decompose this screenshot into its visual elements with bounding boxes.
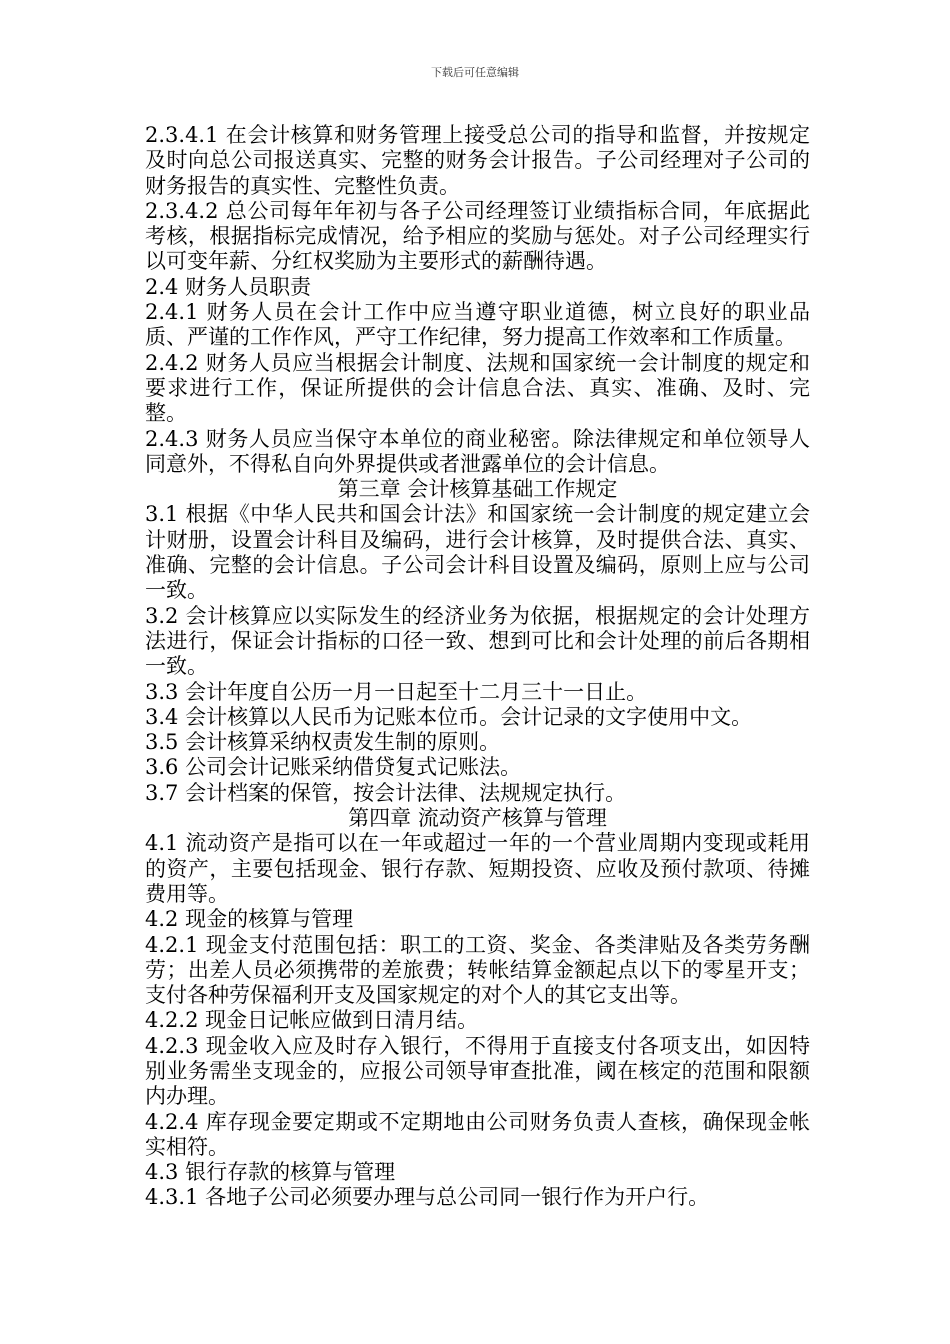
document-body bbox=[145, 123, 810, 1211]
section-heading-4-2: 4.2 现金的核算与管理 bbox=[145, 907, 354, 932]
paragraph-4-2-3: 4.2.3 现金收入应及时存入银行，不得用于直接支付各项支出，如因特别业务需坐支现金的，应报公司领导审查批准，阈在核定的范围和限额内办理。 bbox=[145, 1033, 810, 1109]
paragraph-3-7: 3.7 会计档案的保管，按会计法律、法规规定执行。 bbox=[145, 780, 627, 805]
paragraph-3-4: 3.4 会计核算以人民币为记账本位币。会计记录的文字使用中文。 bbox=[145, 704, 753, 729]
paragraph-3-3: 3.3 会计年度自公历一月一日起至十二月三十一日止。 bbox=[145, 679, 648, 704]
page-header-note: 下载后可任意编辑 bbox=[431, 66, 519, 79]
paragraph-3-2: 3.2 会计核算应以实际发生的经济业务为依据，根据规定的会计处理方法进行，保证会计指标的口径一致、想到可比和会计处理的前后各期相一致。 bbox=[145, 603, 810, 679]
paragraph-4-1: 4.1 流动资产是指可以在一年或超过一年的一个营业周期内变现或耗用的资产，主要包括现金、银行存款、短期投资、应收及预付款项、待摊费用等。 bbox=[145, 831, 810, 906]
paragraph-3-1: 3.1 根据《中华人民共和国会计法》和国家统一会计制度的规定建立会计财册，设置会计科目及编码，进行会计核算，及时提供合法、真实、准确、完整的会计信息。子公司会计科目设置及编码，原则上应与公司一致。 bbox=[145, 502, 810, 603]
paragraph-2-3-4-1: 2.3.4.1 在会计核算和财务管理上接受总公司的指导和监督，并按规定及时向总公司报送真实、完整的财务会计报告。子公司经理对子公司的财务报告的真实性、完整性负责。 bbox=[145, 123, 810, 198]
paragraph-2-4-1: 2.4.1 财务人员在会计工作中应当遵守职业道德，树立良好的职业品质、严谨的工作作风，严守工作纪律，努力提高工作效率和工作质量。 bbox=[145, 300, 810, 350]
chapter-3-title: 第三章 会计核算基础工作规定 bbox=[337, 477, 618, 502]
paragraph-4-2-2: 4.2.2 现金日记帐应做到日清月结。 bbox=[145, 1008, 479, 1033]
paragraph-3-6: 3.6 公司会计记账采纳借贷复式记账法。 bbox=[145, 755, 522, 780]
paragraph-2-4-3: 2.4.3 财务人员应当保守本单位的商业秘密。除法律规定和单位领导人同意外，不得私自向外界提供或者泄露单位的会计信息。 bbox=[145, 426, 810, 476]
paragraph-2-4-2: 2.4.2 财务人员应当根据会计制度、法规和国家统一会计制度的规定和要求进行工作，保证所提供的会计信息合法、真实、准确、及时、完整。 bbox=[145, 350, 810, 426]
paragraph-4-3-1: 4.3.1 各地子公司必须要办理与总公司同一银行作为开户行。 bbox=[145, 1185, 710, 1210]
section-heading-4-3: 4.3 银行存款的核算与管理 bbox=[145, 1160, 396, 1185]
section-heading-2-4: 2.4 财务人员职责 bbox=[145, 274, 312, 299]
chapter-4-title: 第四章 流动资产核算与管理 bbox=[348, 806, 607, 831]
paragraph-3-5: 3.5 会计核算采纳权责发生制的原则。 bbox=[145, 730, 501, 755]
paragraph-2-3-4-2: 2.3.4.2 总公司每年年初与各子公司经理签订业绩指标合同，年底据此考核，根据指标完成情况，给予相应的奖励与惩处。对子公司经理实行以可变年薪、分红权奖励为主要形式的薪酬待遇。 bbox=[145, 198, 810, 274]
paragraph-4-2-4: 4.2.4 库存现金要定期或不定期地由公司财务负责人查核，确保现金帐实相符。 bbox=[145, 1109, 810, 1159]
paragraph-4-2-1: 4.2.1 现金支付范围包括：职工的工资、奖金、各类津贴及各类劳务酬劳；出差人员必须携带的差旅费；转帐结算金额起点以下的零星开支；支付各种劳保福利开支及国家规定的对个人的其它支出等。 bbox=[145, 932, 810, 1008]
